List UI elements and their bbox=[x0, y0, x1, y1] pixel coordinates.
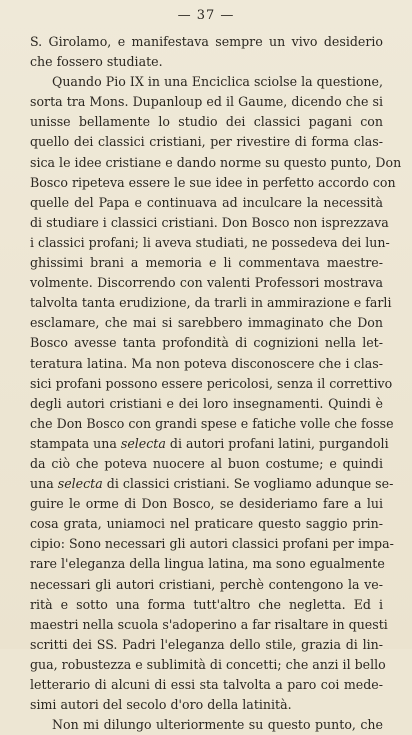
text-line: esclamare, che mai si sarebbero immaginato che Don bbox=[30, 315, 383, 331]
page-number: — 37 — bbox=[177, 8, 235, 23]
text-segment: una bbox=[30, 476, 58, 492]
text-line: letterario di alcuni di essi sta talvolta a paro coi mede- bbox=[30, 677, 383, 692]
text-line: degli autori cristiani e dei loro insegnamenti. Quindi è bbox=[30, 395, 383, 411]
text-line: quelle del Papa e continuava ad inculcare la necessità bbox=[30, 194, 383, 210]
text-line: rità e sotto una forma tutt'altro che negletta. Ed i bbox=[30, 596, 383, 612]
text-line: che fossero studiate. bbox=[30, 54, 163, 70]
text-line: che Don Bosco con grandi spese e fatiche volle che fosse bbox=[30, 415, 394, 431]
text-line: sorta tra Mons. Dupanloup ed il Gaume, dicendo che si bbox=[30, 94, 383, 110]
text-line: talvolta tanta erudizione, da trarli in ammirazione e farli bbox=[30, 295, 392, 311]
text-line: gua, robustezza e sublimità di concetti; che anzi il bello bbox=[30, 656, 386, 672]
text-line: da ciò che poteva nuocere al buon costume; e quindi bbox=[30, 455, 383, 471]
italic-term: selecta bbox=[57, 476, 103, 492]
text-line: cosa grata, uniamoci nel praticare questo saggio prin- bbox=[30, 516, 383, 532]
text-segment: stampata una bbox=[30, 435, 121, 451]
body-text bbox=[30, 32, 402, 735]
text-line: ghissimi brani a memoria e li commentava maestre- bbox=[30, 255, 383, 271]
text-line: Bosco avesse tanta profondità di cognizioni nella let- bbox=[30, 335, 383, 351]
text-line bbox=[30, 474, 394, 494]
text-line: unisse bellamente lo studio dei classici pagani con bbox=[30, 114, 383, 130]
text-line: Non mi dilungo ulteriormente su questo punto, che bbox=[52, 717, 383, 733]
text-line: i classici profani; li aveva studiati, ne possedeva dei lun- bbox=[30, 234, 390, 250]
text-line: sica le idee cristiane e dando norme su questo punto, Don bbox=[30, 154, 402, 170]
text-line: quello dei classici cristiani, per rivestire di forma clas- bbox=[30, 134, 383, 150]
text-line: di studiare i classici cristiani. Don Bosco non isprezzava bbox=[30, 214, 389, 230]
text-line: teratura latina. Ma non poteva disconoscere che i clas- bbox=[30, 355, 383, 371]
text-line: scritti dei SS. Padri l'eleganza dello stile, grazia di lin- bbox=[30, 636, 383, 652]
text-line: guire le orme di Don Bosco, se desideriamo fare a lui bbox=[30, 496, 383, 512]
text-line: maestri nella scuola s'adoperino a far risaltare in questi bbox=[30, 616, 388, 632]
text-line: simi autori del secolo d'oro della latinità. bbox=[30, 697, 292, 713]
text-line: volmente. Discorrendo con valenti Professori mostrava bbox=[30, 275, 383, 291]
text-line bbox=[30, 434, 389, 454]
text-line: cipio: Sono necessari gli autori classici profani per impa- bbox=[30, 536, 394, 552]
text-line: S. Girolamo, e manifestava sempre un vivo desiderio bbox=[30, 34, 383, 49]
text-segment: di autori profani latini, purgandoli bbox=[165, 435, 389, 451]
text-line: necessari gli autori cristiani, perchè contengono la ve- bbox=[30, 576, 383, 592]
text-line: Quando Pio IX in una Enciclica sciolse la questione, bbox=[52, 74, 383, 90]
text-line: Bosco ripeteva essere le sue idee in perfetto accordo con bbox=[30, 174, 396, 190]
text-segment: di classici cristiani. Se vogliamo adunque se- bbox=[102, 476, 394, 492]
text-line: rare l'eleganza della lingua latina, ma sono egualmente bbox=[30, 556, 385, 572]
text-line: sici profani possono essere pericolosi, senza il correttivo bbox=[30, 375, 393, 391]
italic-term: selecta bbox=[120, 435, 166, 451]
